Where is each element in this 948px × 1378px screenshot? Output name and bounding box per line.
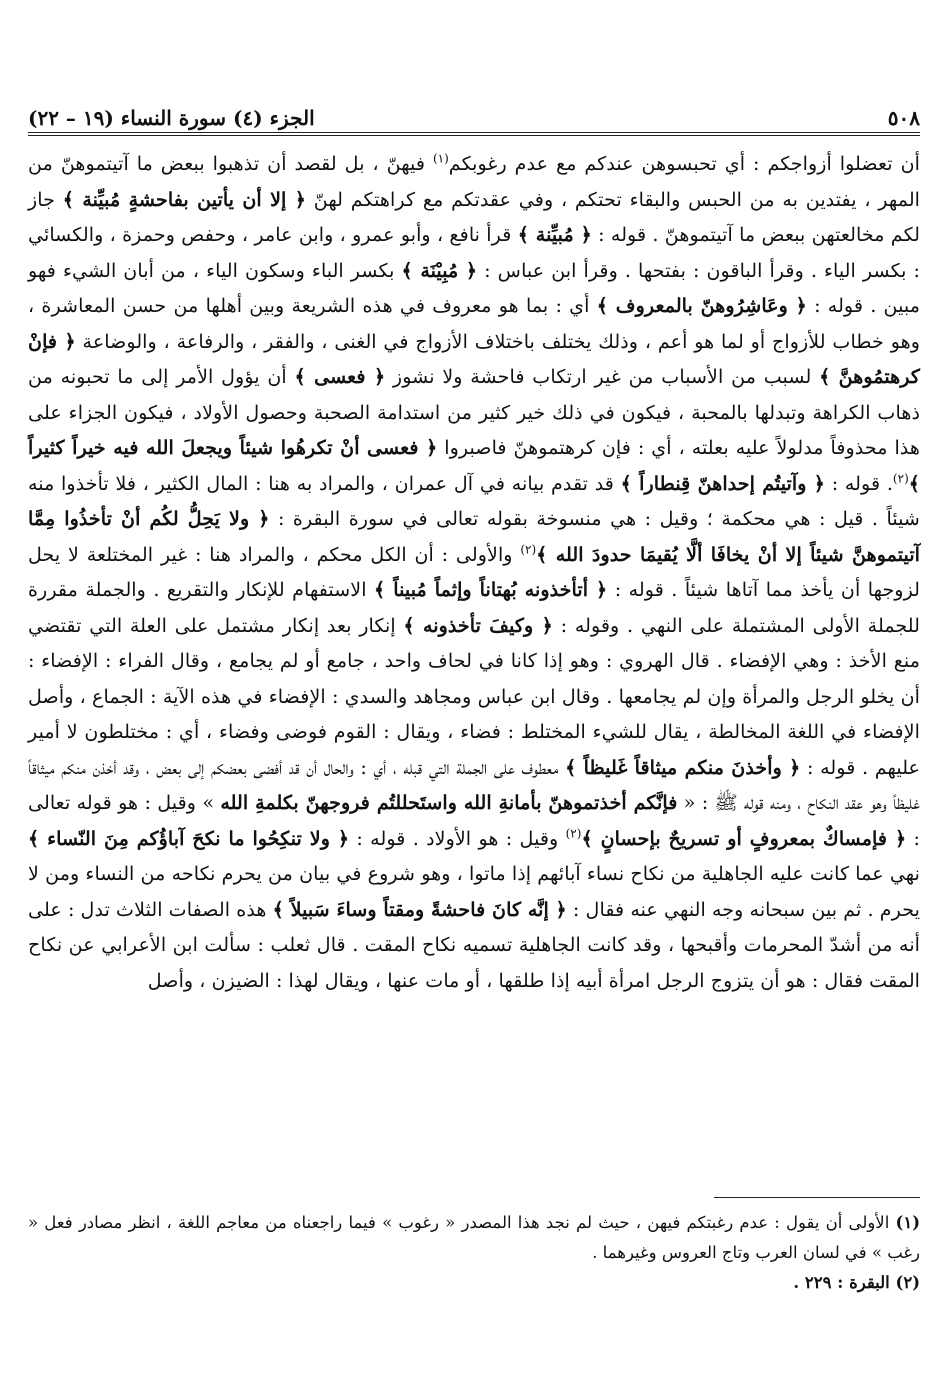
text-run: أن يؤول الأمر إلى ما تحبونه من ذهاب الكراهة وتبدلها بالمحبة ، فيكون في ذلك خير كثير من استدامة الصحبة وحصول الأولاد ، فيكون الجزاء على هذا محذوفاً مدلولاً عليه بعلته ، أي : فإن كرهتموهنّ فاصبروا: [28, 365, 920, 459]
text-run: فيهنّ ، بل لقصد أن تذهبوا ببعض ما آتيتموهنّ من المهر ، يفتدين به من الحبس والبقاء تحتكم ، وفي عقدتكم مع كراهتكم لهنّ: [28, 152, 920, 211]
footnote-marker: (٢): [892, 471, 909, 486]
text-run: قرأ نافع ، وأبو عمرو ، وابن عامر ، وحفص وحمزة ، والكسائي : بكسر الياء . وقرأ الباقون : بفتحها . وقرأ ابن عباس :: [28, 223, 920, 282]
footnote-text: البقرة : ٢٢٩ .: [793, 1273, 896, 1292]
paragraph: [28, 146, 920, 998]
quran-quote: ﴿ وكيفَ تأخذونه ﴾: [403, 613, 553, 637]
text-run: نهي عما كانت عليه الجاهلية من نكاح نساء آبائهم إذا ماتوا ، وهو شروع في بيان من يحرم نكاحه من النساء ومن لا يحرم . ثم بين سبحانه وجه النهي عنه فقال :: [28, 862, 920, 921]
main-text: [28, 146, 920, 998]
quran-quote: ﴿ فإمساكٌ بمعروفٍ أو تسريحٌ بإحسانٍ ﴾: [581, 826, 907, 850]
text-run: أي : بما هو معروف في هذه الشريعة وبين أهلها من حسن المعاشرة ، وهو خطاب للأزواج أو لما هو أعم ، وذلك يختلف باختلاف الأزواج في الغنى ، والفقر ، والرفاعة ، والوضاعة: [28, 294, 920, 353]
text-run: » وقيل : هو قوله تعالى :: [28, 791, 920, 850]
footnote-2: [28, 1268, 920, 1298]
quran-quote: ﴿ ولا يَحِلُّ لكُم أنْ تأخذُوا مِمَّا آتيتموهنَّ شيئاً إلا أنْ يخافَا ألَّا يُقيمَا حدودَ الله ﴾: [28, 507, 920, 566]
quran-quote: ﴿ فعسى أنْ تكرهُوا شيئاً ويجعلَ الله فيه خيراً كثيراً ﴾: [28, 436, 920, 495]
page-number: ٥٠٨: [887, 106, 920, 130]
quran-quote: ﴿ مُبيِّنة ﴾: [517, 223, 592, 246]
footnote-marker: (٢): [565, 826, 582, 841]
footnote-marker: (٢): [520, 542, 537, 557]
text-run: أن تعضلوا أزواجكم : أي تحبسوهن عندكم مع عدم رغوبكم: [448, 152, 920, 175]
footnote-number: (٢): [895, 1273, 920, 1292]
quran-quote: ﴿ إنَّه كانَ فاحشةً ومقتاً وساءَ سَبيلاً ﴾: [272, 897, 567, 921]
quran-quote: ﴿ إلا أن يأتين بفاحشةٍ مُبيِّنة ﴾: [62, 187, 306, 211]
text-run: وقيل : هو الأولاد . قوله :: [349, 826, 566, 850]
hadith-quote: فإنَّكم أخذتموهنّ بأمانةِ الله واستَحللتُم فروجهنّ بكلمةِ الله: [220, 791, 678, 814]
text-run: بكسر الباء وسكون الياء ، من أبان الشيء فهو مبين . قوله :: [28, 258, 920, 317]
footnote-1: [28, 1208, 920, 1268]
text-run: والأولى : أن الكل محكم ، والمراد هنا : غير المختلعة لا يحل لزوجها أن يأخذ مما آتاها شيئاً . قوله :: [28, 542, 921, 601]
footnote-text: الأولى أن يقول : عدم رغبتكم فيهن ، حيث لم نجد هذا المصدر « رغوب » فيما راجعناه من معاجم اللغة ، انظر مصادر فعل « رغب » في لسان العرب وتاج العروس وغيرهما .: [28, 1213, 920, 1262]
quran-quote: ﴿ ولا تنكِحُوا ما نكحَ آباؤُكم مِنَ النّساء ﴾: [28, 826, 350, 850]
text-run: لسبب من الأسباب من غير ارتكاب فاحشة ولا نشوز: [385, 365, 820, 388]
footnotes: [28, 1208, 920, 1298]
text-run: . قوله :: [825, 471, 893, 495]
header-rule-double: [28, 135, 920, 136]
text-run: الاستفهام للإنكار والتقريع . والجملة مقررة للجملة الأولى المشتملة على النهي . وقوله :: [28, 578, 920, 637]
footnote-separator: [714, 1197, 920, 1198]
footnote-marker: (١): [432, 151, 449, 166]
quran-quote: ﴿ وأخذنَ منكم ميثاقاً غَليظاً ﴾: [565, 755, 801, 779]
quran-quote: ﴿ مُبِيْنَة ﴾: [401, 258, 478, 282]
text-run: معطوف على الجملة التي قبله ، أي : والحال أن قد أفضى بعضكم إلى بعض ، وقد أخذن منكم ميثاقاً غليظاً وهو عقد النكاح ، ومنه قوله ﷺ : «: [28, 755, 920, 814]
text-run: هذه الصفات الثلاث تدل : على أنه من أشدّ المحرمات وأقبحها ، وقد كانت الجاهلية تسميه نكاح المقت . قال ثعلب : سألت ابن الأعرابي عن نكاح المقت فقال : هو أن يتزوج الرجل امرأة أبيه إذا طلقها ، أو مات عنها ، ويقال لهذا : الضيزن ، وأصل: [28, 897, 920, 992]
quran-quote: ﴿ أتأخذونه بُهتاناً وإثماً مُبيناً ﴾: [374, 578, 608, 601]
quran-quote: ﴿ فإنْ كرهتمُوهنَّ ﴾: [28, 329, 920, 388]
quran-quote: ﴿ وعَاشِرُوهنّ بالمعروف ﴾: [596, 294, 807, 317]
running-title: الجزء (٤) سورة النساء (١٩ – ٢٢): [28, 106, 315, 130]
running-header: [28, 96, 920, 130]
text-run: قد تقدم بيانه في آل عمران ، والمراد به هنا : المال الكثير ، فلا تأخذوا منه شيئاً . قيل : هي محكمة ؛ وقيل : هي منسوخة بقوله تعالى في سورة البقرة :: [28, 471, 920, 530]
quran-quote: ﴿ فعسى ﴾: [294, 365, 386, 388]
footnote-number: (١): [895, 1213, 920, 1232]
text-run: إنكار بعد إنكار مشتمل على العلة التي تقتضي منع الأخذ : وهي الإفضاء . قال الهروي : وهو إذا كانا في لحاف واحد ، جامع أو لم يجامع ، وقال الفراء : الإفضاء : أن يخلو الرجل والمرأة وإن لم يجامعها . وقال ابن عباس ومجاهد والسدي : الإفضاء في هذه الآية : الجماع ، وأصل الإفضاء في اللغة المخالطة ، يقال للشيء المختلط : فضاء ، ويقال : القوم فوضى وفضاء ، أي : مختلطون لا أمير عليهم . قوله :: [28, 613, 920, 779]
text-run: جاز لكم مخالعتهن ببعض ما آتيتموهنّ . قوله :: [28, 187, 921, 246]
quran-quote: ﴿ وآتيتُم إحداهنّ قِنطاراً ﴾: [620, 471, 826, 495]
header-rule: [28, 132, 920, 133]
